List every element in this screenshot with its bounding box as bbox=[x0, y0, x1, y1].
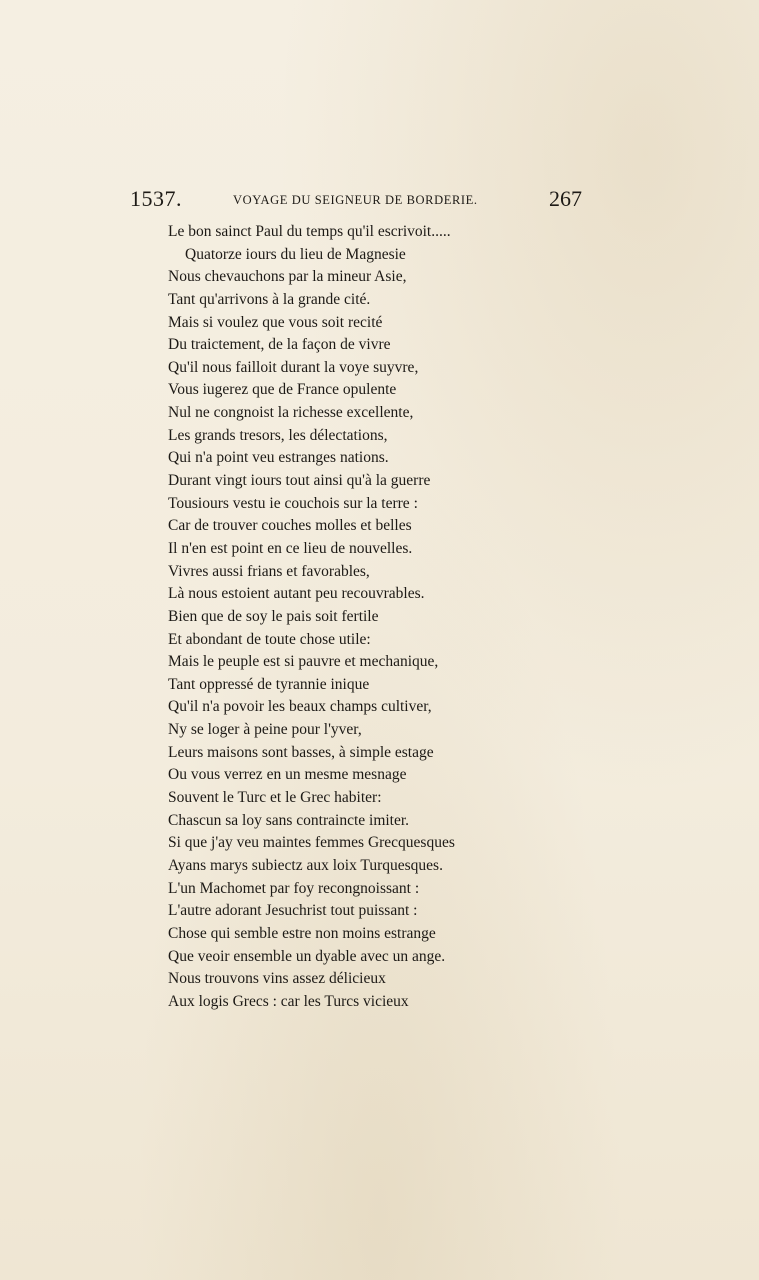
poem-line: Tant oppressé de tyrannie inique bbox=[168, 675, 370, 693]
poem-line: Qu'il nous failloit durant la voye suyvre, bbox=[168, 358, 419, 376]
poem-line: Mais si voulez que vous soit recité bbox=[168, 313, 383, 331]
poem-line: Aux logis Grecs : car les Turcs vicieux bbox=[168, 992, 409, 1010]
poem-line: Là nous estoient autant peu recouvrables. bbox=[168, 585, 425, 603]
poem-line: Ayans marys subiectz aux loix Turquesques. bbox=[168, 856, 443, 874]
poem-line: Vous iugerez que de France opulente bbox=[168, 381, 397, 399]
poem-line: Les grands tresors, les délectations, bbox=[168, 426, 388, 444]
poem-line: Chose qui semble estre non moins estrange bbox=[168, 924, 436, 942]
poem-line: Que veoir ensemble un dyable avec un ange. bbox=[168, 947, 446, 965]
poem-line: L'un Machomet par foy recongnoissant : bbox=[168, 879, 420, 897]
poem-text bbox=[168, 221, 548, 1013]
poem-line: Bien que de soy le pais soit fertile bbox=[168, 607, 379, 625]
poem-line: Qui n'a point veu estranges nations. bbox=[168, 449, 389, 467]
poem-line: Ny se loger à peine pour l'yver, bbox=[168, 721, 362, 739]
poem-line: Il n'en est point en ce lieu de nouvelles. bbox=[168, 539, 413, 557]
poem-line: Quatorze iours du lieu de Magnesie bbox=[185, 245, 406, 263]
poem-line: Et abondant de toute chose utile: bbox=[168, 630, 371, 648]
poem-line: Mais le peuple est si pauvre et mechanique, bbox=[168, 653, 439, 671]
poem-line: Leurs maisons sont basses, à simple estage bbox=[168, 743, 434, 761]
poem-line: Souvent le Turc et le Grec habiter: bbox=[168, 789, 382, 807]
page-header bbox=[130, 186, 582, 214]
running-title: VOYAGE DU SEIGNEUR DE BORDERIE. bbox=[233, 193, 478, 207]
poem-line: Vivres aussi frians et favorables, bbox=[168, 562, 370, 580]
poem-line: Chascun sa loy sans contraincte imiter. bbox=[168, 811, 410, 829]
page-number: 267 bbox=[549, 186, 582, 211]
poem-line: Car de trouver couches molles et belles bbox=[168, 517, 412, 535]
poem-line: Nous chevauchons par la mineur Asie, bbox=[168, 268, 407, 286]
poem-line: Nul ne congnoist la richesse excellente, bbox=[168, 404, 414, 422]
poem-line: Ou vous verrez en un mesme mesnage bbox=[168, 766, 407, 784]
poem-line: Durant vingt iours tout ainsi qu'à la guerre bbox=[168, 472, 431, 490]
year-label: 1537. bbox=[130, 186, 182, 211]
poem-line: Tousiours vestu ie couchois sur la terre : bbox=[168, 494, 418, 512]
poem-line: L'autre adorant Jesuchrist tout puissant : bbox=[168, 902, 418, 920]
poem-line: Le bon sainct Paul du temps qu'il escrivoit..... bbox=[168, 223, 451, 240]
poem-line: Qu'il n'a povoir les beaux champs cultiver, bbox=[168, 698, 432, 716]
poem-line: Tant qu'arrivons à la grande cité. bbox=[168, 290, 371, 308]
poem-line: Si que j'ay veu maintes femmes Grecquesques bbox=[168, 834, 455, 852]
poem-line: Du traictement, de la façon de vivre bbox=[168, 336, 391, 354]
poem-line: Nous trouvons vins assez délicieux bbox=[168, 970, 386, 988]
